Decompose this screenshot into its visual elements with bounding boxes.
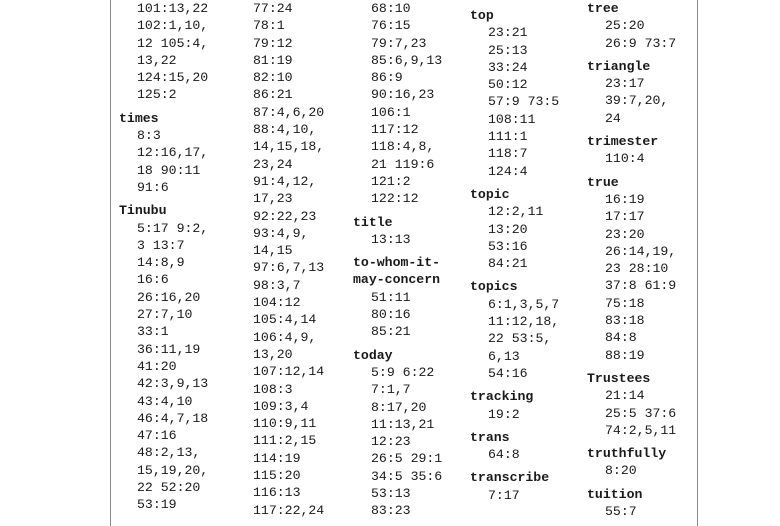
index-entry	[235, 0, 353, 519]
page-line-reference: 26:14,19,	[605, 243, 677, 259]
page-line-reference: 85:21	[371, 324, 411, 340]
page-line-reference: 68:10	[371, 1, 411, 16]
index-entry	[587, 486, 697, 521]
page-line-reference: 108:3	[253, 381, 293, 397]
page-line-reference: 110:4	[605, 151, 645, 167]
page-line-reference: 91:6	[137, 179, 169, 195]
index-entry	[470, 388, 588, 423]
page-line-reference: 83:18	[605, 313, 645, 329]
page-line-reference: 13:20	[488, 221, 528, 237]
page-line-reference: 57:9 73:5	[488, 94, 560, 110]
page-line-reference: 8:17,20	[371, 399, 427, 415]
page-line-reference: 5:9 6:22	[371, 364, 435, 380]
page-line-reference: 80:16	[371, 307, 411, 323]
page-line-reference: 98:3,7	[253, 277, 301, 293]
page-line-reference: 21 119:6	[371, 156, 435, 172]
page-line-reference: 8:3	[137, 128, 161, 144]
index-entry	[470, 186, 588, 272]
page-line-reference: 85:6,9,13	[371, 52, 443, 68]
index-term: tree	[587, 1, 619, 16]
page-line-reference: 117:12	[371, 122, 419, 138]
page-line-reference: 12:2,11	[488, 204, 544, 220]
page-line-reference: 111:2,15	[253, 433, 317, 449]
index-term: Tinubu	[119, 203, 167, 219]
index-entry	[587, 133, 697, 168]
page-line-reference: 88:4,10,	[253, 122, 317, 138]
page-line-reference: 91:4,12,	[253, 173, 317, 189]
page-line-reference: 13,22	[137, 52, 177, 68]
page-line-reference: 122:12	[371, 191, 419, 207]
page-line-reference: 104:12	[253, 295, 301, 311]
index-term: title	[353, 214, 393, 230]
page-line-reference: 88:19	[605, 347, 645, 363]
page-line-reference: 102:1,10,	[137, 18, 209, 34]
page-line-reference: 17,23	[253, 191, 293, 207]
page-line-reference: 23:20	[605, 226, 645, 242]
index-entry	[587, 174, 697, 364]
index-entry	[353, 0, 471, 208]
index-references	[587, 387, 697, 439]
page-line-reference: 33:1	[137, 324, 169, 340]
page-line-reference: 97:6,7,13	[253, 260, 325, 276]
index-entry	[470, 278, 588, 382]
index-term: times	[119, 110, 159, 126]
index-column-2	[235, 0, 353, 525]
page-line-reference: 121:2	[371, 173, 411, 189]
page-line-reference: 48:2,13,	[137, 445, 201, 461]
index-term: true	[587, 174, 619, 190]
page-line-reference: 14:8,9	[137, 255, 185, 271]
page-line-reference: 26:9 73:7	[605, 35, 677, 51]
page-line-reference: 51:11	[371, 289, 411, 305]
page-line-reference: 12:23	[371, 434, 411, 450]
page-line-reference: 33:24	[488, 59, 528, 75]
page-line-reference: 124:15,20	[137, 70, 209, 86]
page-line-reference: 53:13	[371, 486, 411, 502]
page-line-reference: 93:4,9,	[253, 225, 309, 241]
index-term: top	[470, 8, 494, 23]
page-line-reference: 39:7,20,	[605, 93, 669, 109]
page-line-reference: 6:1,3,5,7	[488, 296, 560, 312]
page-line-reference: 21:14	[605, 388, 645, 404]
page-line-reference: 108:11	[488, 111, 536, 127]
index-references	[587, 191, 697, 364]
page-line-reference: 25:13	[488, 42, 528, 58]
index-references	[470, 446, 588, 463]
page-line-reference: 54:16	[488, 365, 528, 381]
page-line-reference: 87:4,6,20	[253, 104, 325, 120]
index-references	[470, 24, 588, 180]
page-line-reference: 23:21	[488, 25, 528, 41]
page-line-reference: 78:1	[253, 18, 285, 34]
page-line-reference: 50:12	[488, 77, 528, 93]
page-line-reference: 37:8 61:9	[605, 278, 677, 294]
page-line-reference: 24	[605, 110, 621, 126]
page-line-reference: 125:2	[137, 87, 177, 103]
index-entry	[470, 7, 588, 180]
page-line-reference: 92:22,23	[253, 208, 317, 224]
page-line-reference: 43:4,10	[137, 393, 193, 409]
page-line-reference: 115:20	[253, 468, 301, 484]
page-line-reference: 17:17	[605, 209, 645, 225]
page-line-reference: 8:20	[605, 463, 637, 479]
index-references	[587, 150, 697, 167]
index-entry	[119, 110, 235, 196]
page-line-reference: 7:17	[488, 487, 520, 503]
page-line-reference: 23 28:10	[605, 261, 669, 277]
index-references	[470, 487, 588, 504]
page-line-reference: 117:22,24	[253, 502, 325, 518]
page-line-reference: 64:8	[488, 447, 520, 463]
page-line-reference: 42:3,9,13	[137, 376, 209, 392]
page-line-reference: 124:4	[488, 163, 528, 179]
index-references	[119, 0, 235, 104]
index-page	[110, 0, 698, 526]
page-line-reference: 53:19	[137, 497, 177, 513]
index-references	[119, 220, 235, 514]
page-line-reference: 12:16,17,	[137, 145, 209, 161]
index-references	[587, 75, 697, 127]
page-line-reference: 55:7	[605, 504, 637, 520]
page-line-reference: 90:16,23	[371, 87, 435, 103]
page-line-reference: 16:6	[137, 272, 169, 288]
page-line-reference: 25:5 37:6	[605, 405, 677, 421]
page-line-reference: 23,24	[253, 156, 293, 172]
page-line-reference: 116:13	[253, 485, 301, 501]
page-line-reference: 77:24	[253, 1, 293, 16]
index-term: transcribe	[470, 470, 550, 486]
index-references	[470, 406, 588, 423]
page-line-reference: 34:5 35:6	[371, 468, 443, 484]
page-line-reference: 19:2	[488, 406, 520, 422]
page-line-reference: 13,20	[253, 346, 293, 362]
page-line-reference: 12 105:4,	[137, 35, 209, 51]
index-term: truthfully	[587, 446, 667, 462]
page-line-reference: 79:12	[253, 35, 293, 51]
index-references	[353, 289, 471, 341]
page-line-reference: 84:8	[605, 330, 637, 346]
index-references	[119, 127, 235, 196]
page-line-reference: 23:17	[605, 76, 645, 92]
index-references	[470, 203, 588, 272]
page-line-reference: 13:13	[371, 231, 411, 247]
index-entry	[470, 429, 588, 464]
page-line-reference: 27:7,10	[137, 307, 193, 323]
index-references	[353, 364, 471, 520]
index-entry	[587, 0, 697, 52]
index-entry	[470, 469, 588, 504]
index-term: triangle	[587, 58, 651, 74]
page-line-reference: 86:21	[253, 87, 293, 103]
index-term: topics	[470, 279, 518, 295]
page-line-reference: 18 90:11	[137, 162, 201, 178]
index-term: trans	[470, 429, 510, 445]
index-term: trimester	[587, 134, 659, 150]
page-line-reference: 36:11,19	[137, 341, 201, 357]
page-line-reference: 111:1	[488, 129, 528, 145]
index-term: today	[353, 347, 393, 363]
index-term: to-whom-it- may-concern	[353, 255, 441, 288]
page-line-reference: 106:1	[371, 104, 411, 120]
index-term: tracking	[470, 389, 534, 405]
page-line-reference: 16:19	[605, 191, 645, 207]
page-line-reference: 6,13	[488, 348, 520, 364]
page-line-reference: 105:4,14	[253, 312, 317, 328]
page-line-reference: 101:13,22	[137, 1, 209, 16]
index-column-4	[470, 7, 588, 510]
page-line-reference: 15,19,20,	[137, 462, 209, 478]
page-line-reference: 5:17 9:2,	[137, 220, 209, 236]
index-column-5	[587, 0, 697, 526]
index-references	[587, 462, 697, 479]
page-line-reference: 22 52:20	[137, 480, 201, 496]
page-line-reference: 26:16,20	[137, 289, 201, 305]
page-line-reference: 81:19	[253, 52, 293, 68]
index-references	[587, 503, 697, 520]
page-line-reference: 114:19	[253, 450, 301, 466]
page-line-reference: 79:7,23	[371, 35, 427, 51]
page-line-reference: 14,15,18,	[253, 139, 325, 155]
page-line-reference: 110:9,11	[253, 416, 317, 432]
index-references	[470, 296, 588, 382]
index-entry	[353, 254, 471, 340]
page-line-reference: 14,15	[253, 243, 293, 259]
page-line-reference: 26:5 29:1	[371, 451, 443, 467]
page-line-reference: 106:4,9,	[253, 329, 317, 345]
page-line-reference: 46:4,7,18	[137, 410, 209, 426]
page-line-reference: 7:1,7	[371, 382, 411, 398]
index-column-1	[119, 0, 235, 520]
index-entry	[587, 58, 697, 127]
page-line-reference: 74:2,5,11	[605, 422, 677, 438]
page-line-reference: 76:15	[371, 18, 411, 34]
page-line-reference: 118:7	[488, 146, 528, 162]
page-line-reference: 107:12,14	[253, 364, 325, 380]
page-line-reference: 22 53:5,	[488, 331, 552, 347]
index-references	[353, 231, 471, 248]
page-line-reference: 53:16	[488, 238, 528, 254]
index-entry	[587, 445, 697, 480]
page-line-reference: 83:23	[371, 503, 411, 519]
index-entry	[119, 0, 235, 104]
index-term: topic	[470, 186, 510, 202]
page-line-reference: 11:13,21	[371, 416, 435, 432]
page-line-reference: 86:9	[371, 70, 403, 86]
index-column-3	[353, 0, 471, 526]
index-references	[587, 17, 697, 52]
page-line-reference: 82:10	[253, 70, 293, 86]
page-line-reference: 75:18	[605, 295, 645, 311]
page-line-reference: 3 13:7	[137, 237, 185, 253]
page-line-reference: 118:4,8,	[371, 139, 435, 155]
index-entry	[353, 214, 471, 249]
index-references	[353, 0, 471, 208]
page-line-reference: 11:12,18,	[488, 314, 560, 330]
index-term: tuition	[587, 486, 643, 502]
page-line-reference: 25:20	[605, 18, 645, 34]
page-line-reference: 41:20	[137, 358, 177, 374]
page-line-reference: 47:16	[137, 428, 177, 444]
page-line-reference: 84:21	[488, 256, 528, 272]
index-references	[235, 0, 353, 519]
index-entry	[353, 347, 471, 520]
index-entry	[119, 202, 235, 513]
page-line-reference: 109:3,4	[253, 398, 309, 414]
index-entry	[587, 370, 697, 439]
index-term: Trustees	[587, 370, 651, 386]
